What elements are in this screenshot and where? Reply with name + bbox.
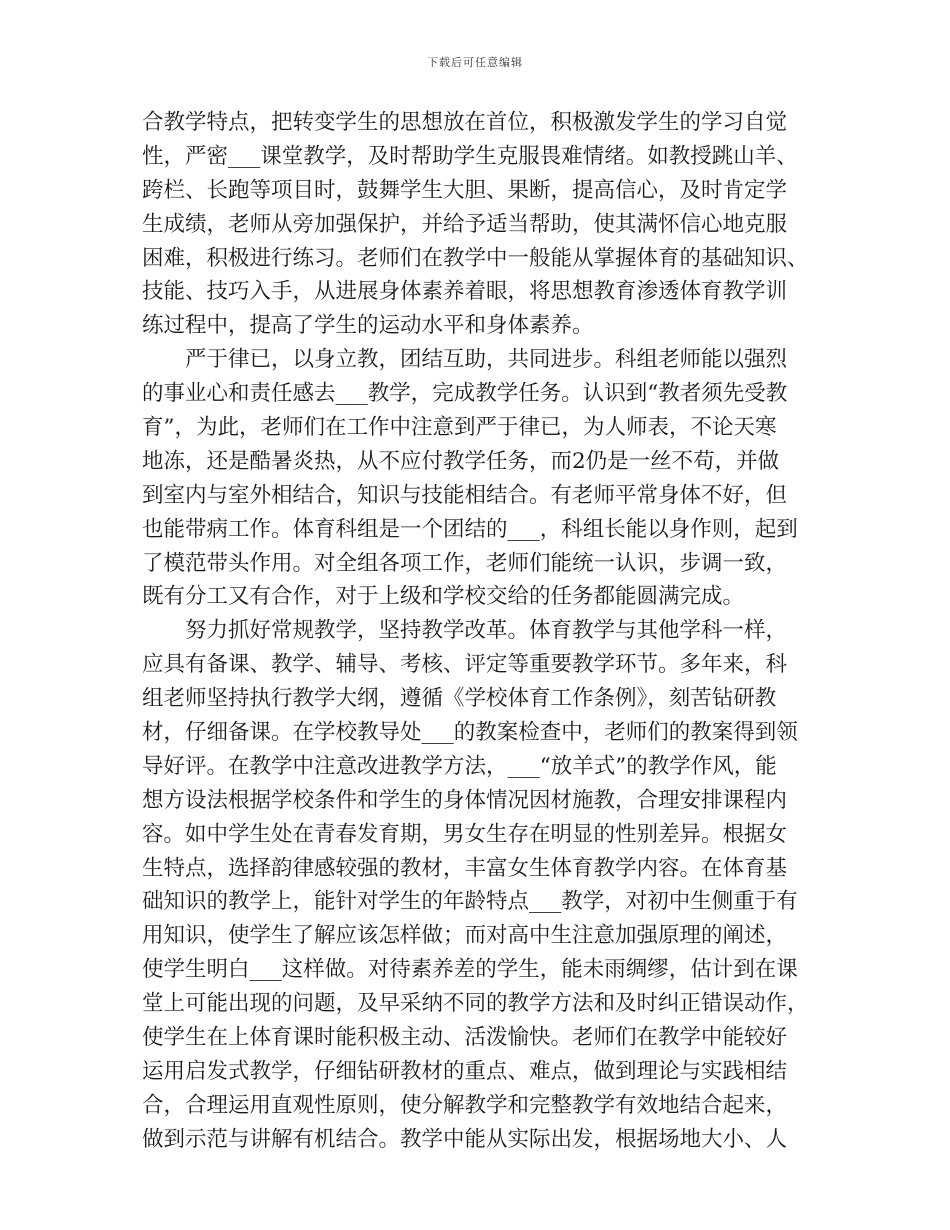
- text-line: 严于律已，以身立教，团结互助，共同进步。科组老师能以强烈: [142, 347, 788, 373]
- text-line: 困难，积极进行练习。老师们在教学中一般能从掌握体育的基础知识、: [142, 245, 809, 271]
- text-line: 跨栏、长跑等项目时，鼓舞学生大胆、果断，提高信心，及时肯定学: [142, 177, 788, 203]
- text-line: 导好评。在教学中注意改进教学方法，___“放羊式”的教学作风，能: [142, 753, 777, 779]
- text-line: 也能带病工作。体育科组是一个团结的___，科组长能以身作则，起到: [142, 516, 798, 542]
- text-line: 想方设法根据学校条件和学生的身体情况因材施教，合理安排课程内: [142, 787, 788, 813]
- text-line: 的事业心和责任感去___教学，完成教学任务。认识到“教者须先受教: [142, 381, 788, 407]
- text-line: 容。如中学生处在青春发育期，男女生存在明显的性别差异。根据女: [142, 821, 788, 847]
- text-line: 了模范带头作用。对全组各项工作，老师们能统一认识，步调一致，: [142, 550, 788, 576]
- text-line: 础知识的教学上，能针对学生的年龄特点___教学，对初中生侧重于有: [142, 889, 798, 915]
- text-line: 生成绩，老师从旁加强保护，并给予适当帮助，使其满怀信心地克服: [142, 211, 788, 237]
- text-line: 既有分工又有合作，对于上级和学校交给的任务都能圆满完成。: [142, 584, 745, 610]
- text-line: 做到示范与讲解有机结合。教学中能从实际出发，根据场地大小、人: [142, 1126, 788, 1152]
- text-line: 性，严密___课堂教学，及时帮助学生克服畏难情绪。如教授跳山羊、: [142, 143, 798, 169]
- text-line: 到室内与室外相结合，知识与技能相结合。有老师平常身体不好，但: [142, 482, 788, 508]
- text-line: 使学生明白___这样做。对待素养差的学生，能未雨绸缪，估计到在课: [142, 957, 798, 983]
- text-line: 应具有备课、教学、辅导、考核、评定等重要教学环节。多年来，科: [142, 652, 788, 678]
- text-line: 地冻，还是酷暑炎热，从不应付教学任务，而2仍是一丝不苟，并做: [142, 448, 780, 474]
- text-line: 努力抓好常规教学，坚持教学改革。体育教学与其他学科一样，: [142, 618, 788, 644]
- text-line: 用知识，使学生了解应该怎样做；而对高中生注意加强原理的阐述，: [142, 923, 788, 949]
- text-line: 组老师坚持执行教学大纲，遵循《学校体育工作条例》，刻苦钻研教: [142, 686, 777, 712]
- text-line: 使学生在上体育课时能积极主动、活泼愉快。老师们在教学中能较好: [142, 1025, 788, 1051]
- text-line: 技能、技巧入手，从进展身体素养着眼，将思想教育渗透体育教学训: [142, 279, 788, 305]
- text-line: 育”，为此，老师们在工作中注意到严于律已，为人师表，不论天寒: [142, 415, 777, 441]
- text-line: 运用启发式教学，仔细钻研教材的重点、难点，做到理论与实践相结: [142, 1058, 788, 1084]
- text-line: 材，仔细备课。在学校教导处___的教案检查中，老师们的教案得到领: [142, 720, 798, 746]
- page-header: 下载后可任意编辑: [427, 56, 523, 69]
- document-body: [142, 106, 810, 1157]
- text-line: 练过程中，提高了学生的运动水平和身体素养。: [142, 313, 594, 339]
- text-line: 合，合理运用直观性原则，使分解教学和完整教学有效地结合起来，: [142, 1092, 788, 1118]
- text-line: 合教学特点，把转变学生的思想放在首位，积极激发学生的学习自觉: [142, 110, 788, 135]
- text-line: 堂上可能出现的问题，及早采纳不同的教学方法和及时纠正错误动作，: [142, 991, 809, 1017]
- text-line: 生特点，选择韵律感较强的教材，丰富女生体育教学内容。在体育基: [142, 855, 788, 881]
